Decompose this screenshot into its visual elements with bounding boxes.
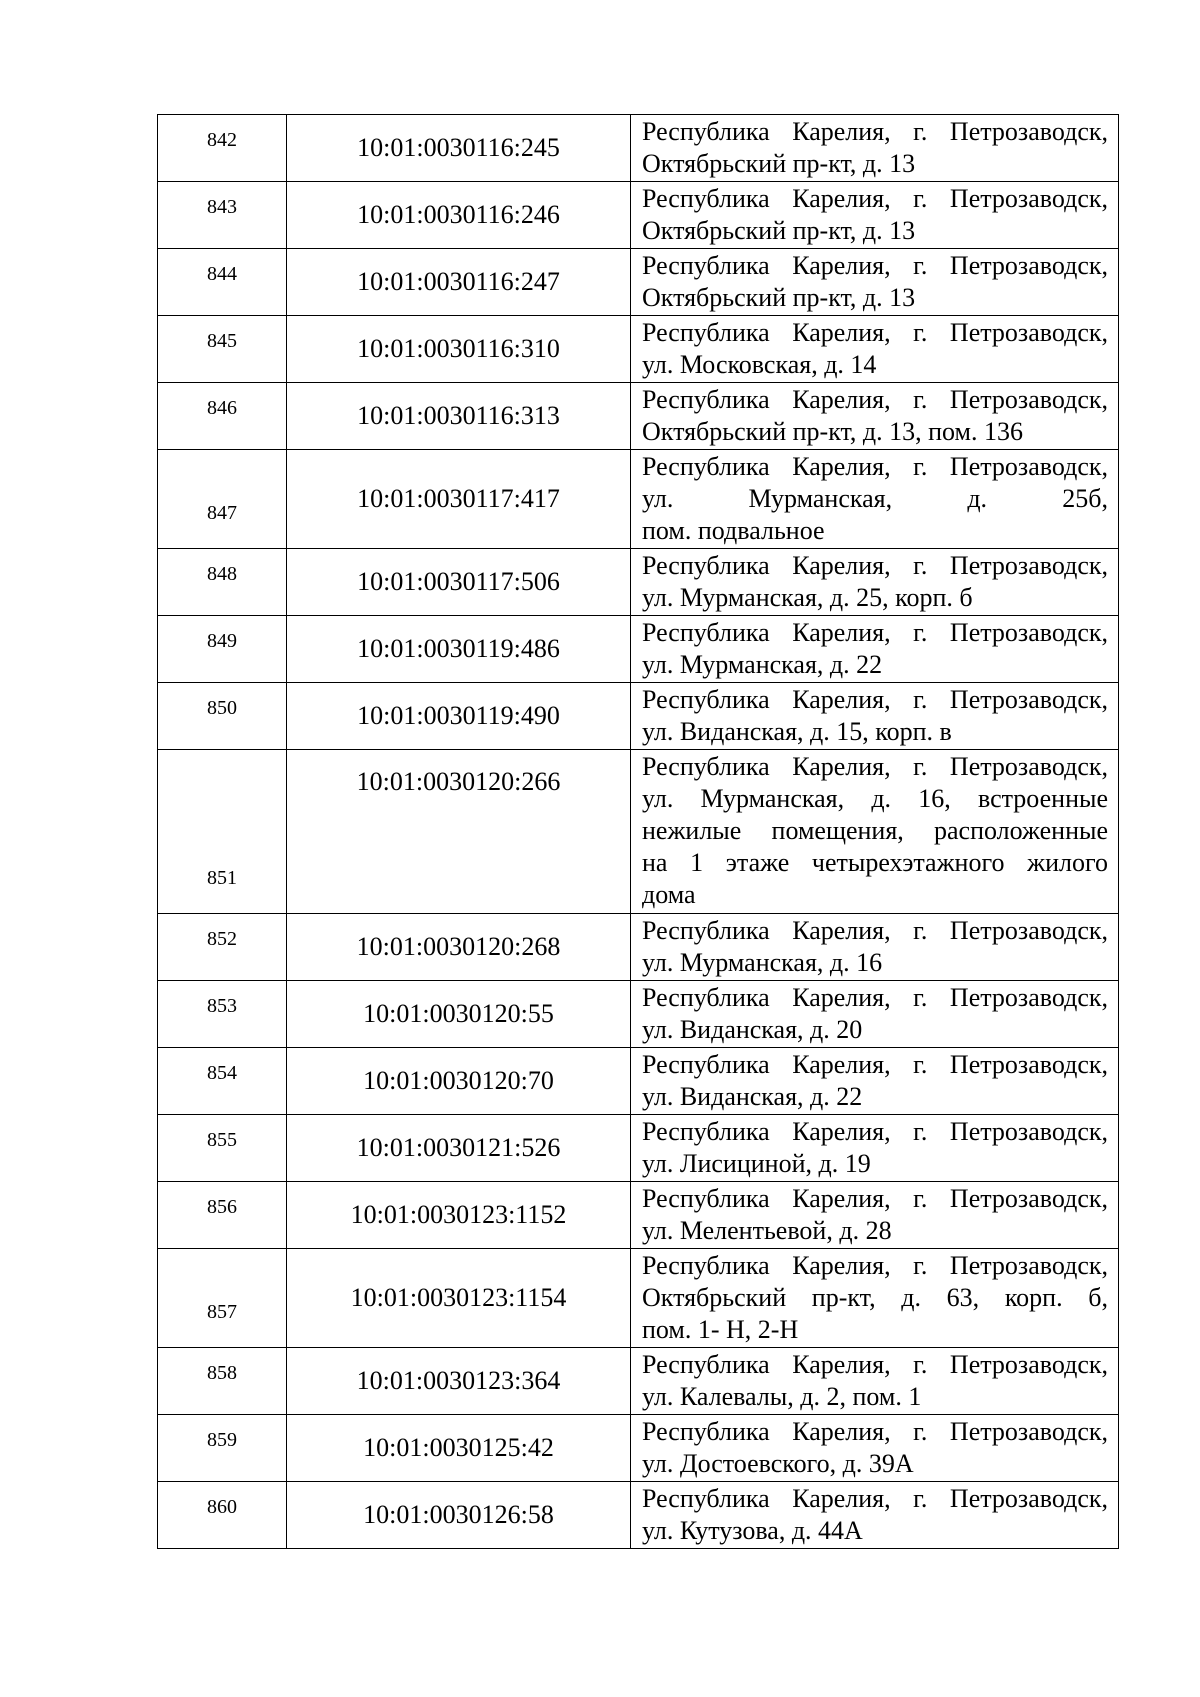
address-line: ул. Лисициной, д. 19 [642, 1149, 871, 1178]
table-row [158, 1415, 1119, 1482]
address-cell [631, 914, 1119, 981]
table-row [158, 1249, 1119, 1348]
address-line: дома [642, 880, 696, 909]
address-line: ул. Калевалы, д. 2, пом. 1 [642, 1382, 922, 1411]
address-line: ул. Кутузова, д. 44А [642, 1516, 863, 1545]
row-number: 844 [158, 249, 287, 316]
address-cell [631, 1348, 1119, 1415]
row-number: 858 [158, 1348, 287, 1415]
cadastral-number: 10:01:0030119:486 [287, 616, 631, 683]
address-line: Республика Карелия, г. Петрозаводск, [642, 385, 1108, 414]
address-line: ул. Московская, д. 14 [642, 350, 877, 379]
address-cell [631, 1482, 1119, 1549]
row-number: 849 [158, 616, 287, 683]
cadastral-number: 10:01:0030120:70 [287, 1048, 631, 1115]
cadastral-number: 10:01:0030125:42 [287, 1415, 631, 1482]
address-line: Республика Карелия, г. Петрозаводск, [642, 184, 1108, 213]
cadastral-number: 10:01:0030117:417 [287, 450, 631, 549]
address-line: Республика Карелия, г. Петрозаводск, [642, 1417, 1108, 1446]
address-line: ул. Виданская, д. 20 [642, 1015, 863, 1044]
row-number: 857 [158, 1249, 287, 1348]
row-number: 850 [158, 683, 287, 750]
address-cell [631, 1249, 1119, 1348]
address-cell [631, 750, 1119, 914]
row-number: 846 [158, 383, 287, 450]
cadastral-number: 10:01:0030126:58 [287, 1482, 631, 1549]
table-row [158, 316, 1119, 383]
address-line: ул. Виданская, д. 22 [642, 1082, 863, 1111]
address-line: Республика Карелия, г. Петрозаводск, [642, 1484, 1108, 1513]
cadastral-number: 10:01:0030123:1152 [287, 1182, 631, 1249]
address-line: Октябрьский пр-кт, д. 13 [642, 283, 916, 312]
row-number: 842 [158, 115, 287, 182]
address-line: ул. Мурманская, д. 25б, [642, 484, 1108, 513]
register-body [158, 115, 1119, 1549]
property-register-table [157, 114, 1119, 1549]
address-line: Октябрьский пр-кт, д. 13, пом. 136 [642, 417, 1023, 446]
cadastral-number: 10:01:0030121:526 [287, 1115, 631, 1182]
address-line: Октябрьский пр-кт, д. 13 [642, 149, 916, 178]
row-number: 853 [158, 981, 287, 1048]
address-line: Республика Карелия, г. Петрозаводск, [642, 916, 1108, 945]
cadastral-number: 10:01:0030116:310 [287, 316, 631, 383]
table-row [158, 683, 1119, 750]
address-cell [631, 450, 1119, 549]
address-cell [631, 549, 1119, 616]
row-number: 852 [158, 914, 287, 981]
cadastral-number: 10:01:0030116:245 [287, 115, 631, 182]
address-line: Республика Карелия, г. Петрозаводск, [642, 983, 1108, 1012]
table-row [158, 450, 1119, 549]
address-cell [631, 115, 1119, 182]
table-row [158, 1348, 1119, 1415]
address-line: Октябрьский пр-кт, д. 63, корп. б, [642, 1283, 1108, 1312]
address-line: Республика Карелия, г. Петрозаводск, [642, 685, 1108, 714]
address-cell [631, 1115, 1119, 1182]
table-row [158, 549, 1119, 616]
table-row [158, 182, 1119, 249]
address-cell [631, 316, 1119, 383]
address-line: ул. Мурманская, д. 25, корп. б [642, 583, 973, 612]
table-row [158, 616, 1119, 683]
address-line: Республика Карелия, г. Петрозаводск, [642, 752, 1108, 781]
table-row [158, 383, 1119, 450]
address-cell [631, 1048, 1119, 1115]
table-row [158, 914, 1119, 981]
address-line: Республика Карелия, г. Петрозаводск, [642, 618, 1108, 647]
cadastral-number: 10:01:0030119:490 [287, 683, 631, 750]
address-line: ул. Мурманская, д. 16 [642, 948, 883, 977]
cadastral-number: 10:01:0030116:313 [287, 383, 631, 450]
address-line: нежилые помещения, расположенные [642, 816, 1108, 845]
table-row [158, 115, 1119, 182]
address-line: Республика Карелия, г. Петрозаводск, [642, 251, 1108, 280]
cadastral-number: 10:01:0030116:247 [287, 249, 631, 316]
address-line: Республика Карелия, г. Петрозаводск, [642, 1251, 1108, 1280]
table-row [158, 249, 1119, 316]
address-line: Республика Карелия, г. Петрозаводск, [642, 318, 1108, 347]
cadastral-number: 10:01:0030120:266 [287, 750, 631, 914]
address-cell [631, 182, 1119, 249]
address-line: Республика Карелия, г. Петрозаводск, [642, 1050, 1108, 1079]
address-line: ул. Виданская, д. 15, корп. в [642, 717, 952, 746]
address-line: Республика Карелия, г. Петрозаводск, [642, 117, 1108, 146]
address-line: ул. Мелентьевой, д. 28 [642, 1216, 892, 1245]
row-number: 843 [158, 182, 287, 249]
row-number: 851 [158, 750, 287, 914]
cadastral-number: 10:01:0030123:364 [287, 1348, 631, 1415]
table-row [158, 1182, 1119, 1249]
row-number: 856 [158, 1182, 287, 1249]
address-line: Октябрьский пр-кт, д. 13 [642, 216, 916, 245]
cadastral-number: 10:01:0030123:1154 [287, 1249, 631, 1348]
address-line: ул. Мурманская, д. 16, встроенные [642, 784, 1108, 813]
address-line: Республика Карелия, г. Петрозаводск, [642, 452, 1108, 481]
address-cell [631, 683, 1119, 750]
address-line: на 1 этаже четырехэтажного жилого [642, 848, 1108, 877]
address-line: Республика Карелия, г. Петрозаводск, [642, 1184, 1108, 1213]
table-row [158, 981, 1119, 1048]
address-line: пом. 1- Н, 2-Н [642, 1315, 799, 1344]
row-number: 855 [158, 1115, 287, 1182]
table-row [158, 1115, 1119, 1182]
address-line: ул. Мурманская, д. 22 [642, 650, 883, 679]
row-number: 860 [158, 1482, 287, 1549]
address-line: Республика Карелия, г. Петрозаводск, [642, 1350, 1108, 1379]
address-line: Республика Карелия, г. Петрозаводск, [642, 1117, 1108, 1146]
address-cell [631, 383, 1119, 450]
table-row [158, 1048, 1119, 1115]
address-line: пом. подвальное [642, 516, 825, 545]
address-cell [631, 1182, 1119, 1249]
row-number: 854 [158, 1048, 287, 1115]
cadastral-number: 10:01:0030116:246 [287, 182, 631, 249]
table-row [158, 750, 1119, 914]
cadastral-number: 10:01:0030120:55 [287, 981, 631, 1048]
row-number: 859 [158, 1415, 287, 1482]
address-cell [631, 1415, 1119, 1482]
table-row [158, 1482, 1119, 1549]
cadastral-number: 10:01:0030120:268 [287, 914, 631, 981]
address-cell [631, 981, 1119, 1048]
address-cell [631, 616, 1119, 683]
cadastral-number: 10:01:0030117:506 [287, 549, 631, 616]
row-number: 848 [158, 549, 287, 616]
address-cell [631, 249, 1119, 316]
row-number: 847 [158, 450, 287, 549]
row-number: 845 [158, 316, 287, 383]
address-line: ул. Достоевского, д. 39А [642, 1449, 914, 1478]
address-line: Республика Карелия, г. Петрозаводск, [642, 551, 1108, 580]
